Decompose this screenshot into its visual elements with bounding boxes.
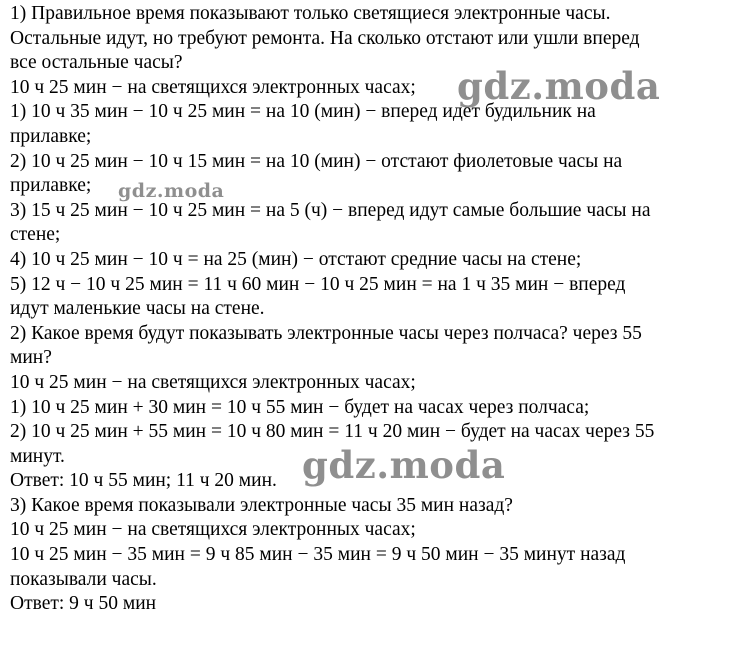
text-line: 2) 10 ч 25 мин + 55 мин = 10 ч 80 мин = 11 ч 20 мин − будет на часах через 55 bbox=[10, 421, 655, 443]
watermark-middle: gdz.moda bbox=[302, 443, 506, 487]
text-line: 10 ч 25 мин − на светящихся электронных часах; bbox=[10, 371, 416, 393]
text-line: 3) Какое время показывали электронные часы 35 мин назад? bbox=[10, 494, 513, 516]
text-line: 2) Какое время будут показывать электронные часы через полчаса? через 55 bbox=[10, 322, 642, 344]
text-line: 4) 10 ч 25 мин − 10 ч = на 25 (мин) − отстают средние часы на стене; bbox=[10, 248, 582, 270]
text-line: 1) 10 ч 25 мин + 30 мин = 10 ч 55 мин − будет на часах через полчаса; bbox=[10, 396, 590, 418]
text-line: минут. bbox=[10, 445, 65, 467]
text-line: 5) 12 ч − 10 ч 25 мин = 11 ч 60 мин − 10 ч 25 мин = на 1 ч 35 мин − вперед bbox=[10, 273, 626, 295]
text-line: 10 ч 25 мин − 35 мин = 9 ч 85 мин − 35 мин = 9 ч 50 мин − 35 минут назад bbox=[10, 544, 626, 566]
text-line: идут маленькие часы на стене. bbox=[10, 298, 265, 320]
text-line: прилавке; bbox=[10, 175, 92, 197]
text-line: стене; bbox=[10, 224, 61, 246]
text-line: Остальные идут, но требуют ремонта. На сколько отстают или ушли вперед bbox=[10, 27, 640, 49]
text-line: все остальные часы? bbox=[10, 52, 183, 74]
text-line: мин? bbox=[10, 347, 52, 369]
text-line: Ответ: 10 ч 55 мин; 11 ч 20 мин. bbox=[10, 470, 277, 492]
watermark-top: gdz.moda bbox=[457, 64, 661, 108]
watermark-small: gdz.moda bbox=[118, 180, 225, 202]
text-line: 10 ч 25 мин − на светящихся электронных часах; bbox=[10, 519, 416, 541]
text-line: 3) 15 ч 25 мин − 10 ч 25 мин = на 5 (ч) − вперед идут самые большие часы на bbox=[10, 199, 651, 221]
text-line: 1) Правильное время показывают только светящиеся электронные часы. bbox=[10, 3, 611, 24]
text-line: показывали часы. bbox=[10, 568, 157, 590]
text-line: Ответ: 9 ч 50 мин bbox=[10, 593, 157, 615]
text-line: 10 ч 25 мин − на светящихся электронных часах; bbox=[10, 76, 416, 98]
text-line: 2) 10 ч 25 мин − 10 ч 15 мин = на 10 (мин) − отстают фиолетовые часы на bbox=[10, 150, 623, 172]
text-line: прилавке; bbox=[10, 125, 92, 147]
text-line: 1) 10 ч 35 мин − 10 ч 25 мин = на 10 (мин) − вперед идет будильник на bbox=[10, 101, 596, 123]
